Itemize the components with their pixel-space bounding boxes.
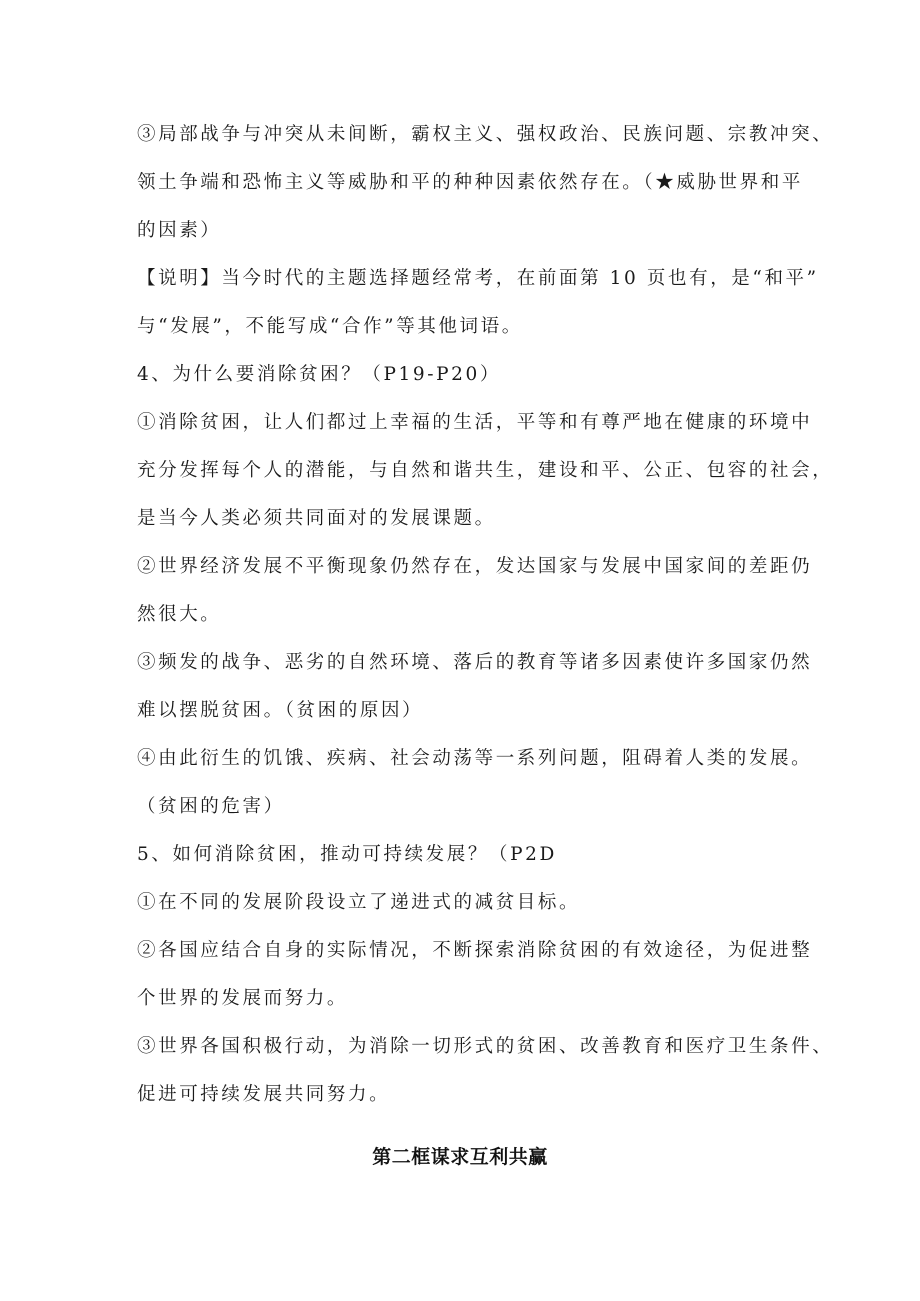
text-line-10: ②世界经济发展不平衡现象仍然存在，发达国家与发展中国家间的差距仍 [137, 556, 813, 577]
question-4-heading: 4、为什么要消除贫困？（P19-P20） [137, 364, 501, 385]
text-line-1: ③局部战争与冲突从未间断，霸权主义、强权政治、民族问题、宗教冲突、 [137, 124, 834, 145]
text-line-9: 是当今人类必须共同面对的发展课题。 [137, 508, 496, 529]
text-line-8: 充分发挥每个人的潜能，与自然和谐共生，建设和平、公正、包容的社会， [137, 460, 834, 481]
section-heading: 第二框谋求互利共赢 [372, 1146, 548, 1168]
text-line-17: ①在不同的发展阶段设立了递进式的减贫目标。 [137, 892, 581, 913]
text-line-19: 个世界的发展而努力。 [137, 988, 349, 1009]
text-line-2: 领土争端和恐怖主义等威胁和平的种种因素依然存在。（★威胁世界和平 [137, 172, 803, 193]
text-line-5: 与“发展”，不能写成“合作”等其他词语。 [137, 316, 523, 337]
text-line-12: ③频发的战争、恶劣的自然环境、落后的教育等诸多因素使许多国家仍然 [137, 652, 813, 673]
question-5-heading: 5、如何消除贫困，推动可持续发展？（P2D [137, 844, 557, 865]
text-line-7: ①消除贫困，让人们都过上幸福的生活，平等和有尊严地在健康的环境中 [137, 412, 813, 433]
text-line-3: 的因素） [137, 220, 222, 241]
text-line-11: 然很大。 [137, 604, 222, 625]
text-line-20: ③世界各国积极行动，为消除一切形式的贫困、改善教育和医疗卫生条件、 [137, 1036, 834, 1057]
text-line-14: ④由此衍生的饥饿、疾病、社会动荡等一系列问题，阻碍着人类的发展。 [137, 748, 813, 769]
text-line-13: 难以摆脱贫困。（贫困的原因） [137, 700, 424, 721]
text-line-4: 【说明】当今时代的主题选择题经常考，在前面第 10 页也有，是“和平” [137, 268, 819, 289]
text-line-18: ②各国应结合自身的实际情况，不断探索消除贫困的有效途径，为促进整 [137, 940, 813, 961]
text-line-21: 促进可持续发展共同努力。 [137, 1084, 391, 1105]
text-line-15: （贫困的危害） [137, 796, 285, 817]
